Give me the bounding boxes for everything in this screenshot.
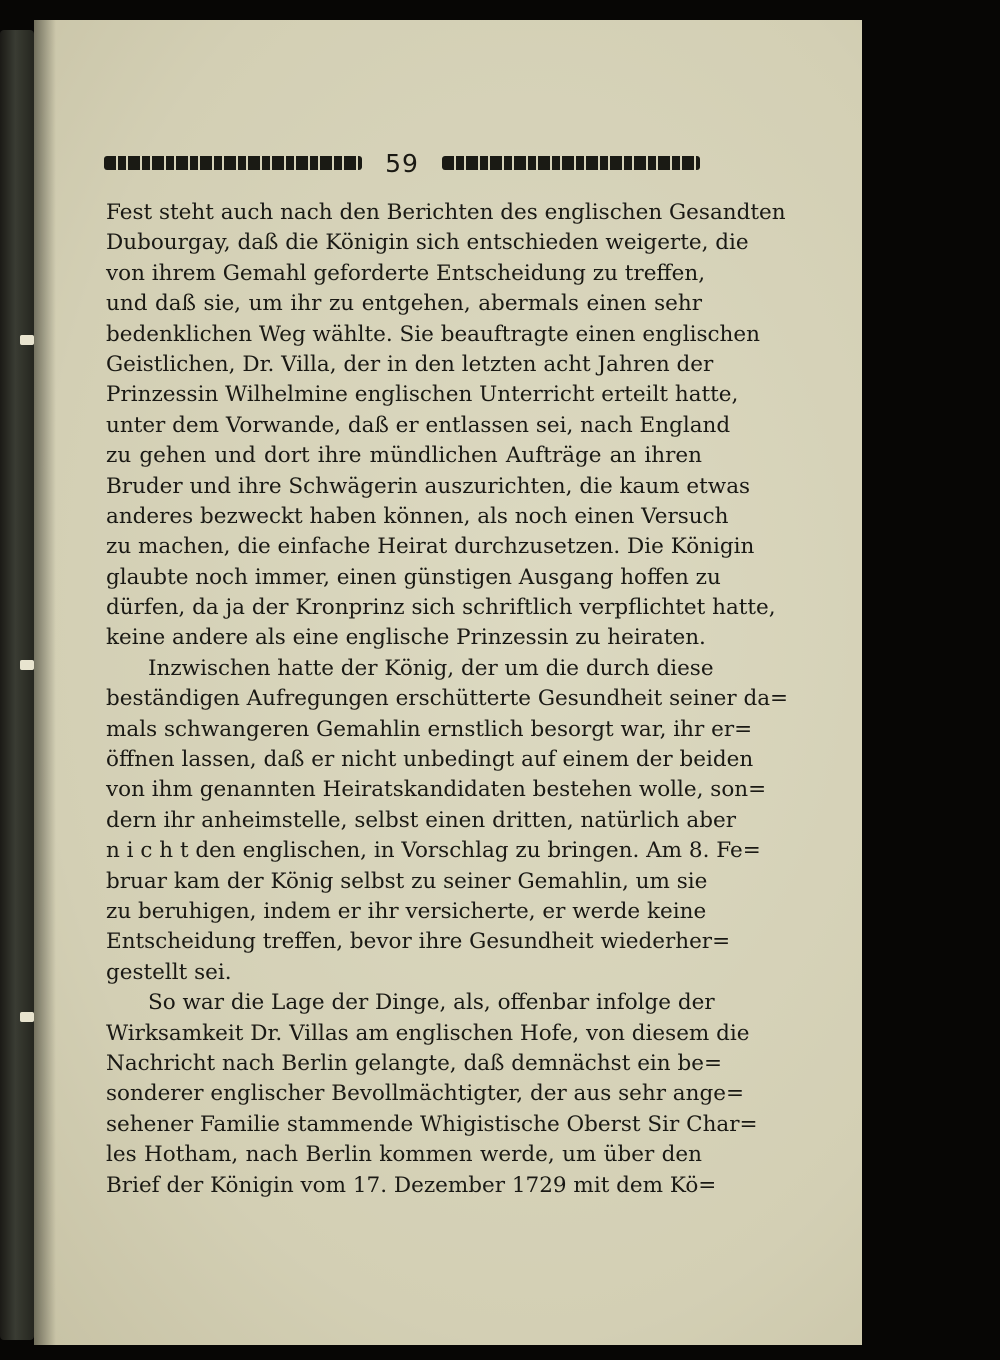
- text-line: zu gehen und dort ihre mündlichen Aufträge an ihren: [106, 443, 702, 469]
- text-line: Bruder und ihre Schwägerin auszurichten, die kaum etwas: [106, 473, 751, 499]
- text-line: Brief der Königin vom 17. Dezember 1729 mit dem Kö=: [106, 1172, 717, 1198]
- page-edge-mark: [20, 660, 34, 670]
- text-line: dürfen, da ja der Kronprinz sich schriftlich verpflichtet hatte,: [106, 595, 776, 621]
- book-spine: [0, 30, 34, 1340]
- text-line: Fest steht auch nach den Berichten des englischen Gesandten: [106, 200, 786, 225]
- text-line: keine andere als eine englische Prinzessin zu heiraten.: [106, 625, 706, 651]
- text-line: Wirksamkeit Dr. Villas am englischen Hofe, von diesem die: [106, 1020, 750, 1046]
- ornament-right-icon: [442, 156, 700, 170]
- text-line: dern ihr anheimstelle, selbst einen dritten, natürlich aber: [106, 807, 736, 833]
- text-line: bruar kam der König selbst zu seiner Gemahlin, um sie: [106, 868, 708, 894]
- text-line: Entscheidung treffen, bevor ihre Gesundheit wiederher=: [106, 929, 731, 955]
- text-line: von ihm genannten Heiratskandidaten bestehen wolle, son=: [106, 777, 767, 803]
- text-line: n i c h t den englischen, in Vorschlag zu bringen. Am 8. Fe=: [106, 838, 761, 864]
- text-line: les Hotham, nach Berlin kommen werde, um über den: [106, 1142, 702, 1168]
- text-line: gestellt sei.: [106, 959, 232, 985]
- text-line: zu beruhigen, indem er ihr versicherte, er werde keine: [106, 898, 707, 924]
- text-line: Dubourgay, daß die Königin sich entschieden weigerte, die: [106, 230, 749, 256]
- body-text: [106, 198, 789, 1201]
- text-line: unter dem Vorwande, daß er entlassen sei, nach England: [106, 412, 731, 438]
- text-line: sehener Familie stammende Whigistische Oberst Sir Char=: [106, 1111, 758, 1137]
- text-line: Prinzessin Wilhelmine englischen Unterricht erteilt hatte,: [106, 382, 739, 408]
- text-line: zu machen, die einfache Heirat durchzusetzen. Die Königin: [106, 534, 755, 560]
- text-line: So war die Lage der Dinge, als, offenbar infolge der: [148, 990, 715, 1016]
- text-line: anderes bezweckt haben können, als noch einen Versuch: [106, 503, 729, 529]
- text-line: Nachricht nach Berlin gelangte, daß demnächst ein be=: [106, 1050, 722, 1076]
- page-number: 59: [385, 148, 419, 178]
- text-line: beständigen Aufregungen erschütterte Gesundheit seiner da=: [106, 686, 789, 712]
- page-edge-mark: [20, 335, 34, 345]
- text-line: und daß sie, um ihr zu entgehen, abermals einen sehr: [106, 291, 702, 317]
- text-line: Inzwischen hatte der König, der um die durch diese: [148, 655, 714, 681]
- page-header: [104, 146, 700, 180]
- text-line: von ihrem Gemahl geforderte Entscheidung zu treffen,: [106, 260, 706, 286]
- gutter-shadow: [34, 20, 56, 1345]
- text-line: Geistlichen, Dr. Villa, der in den letzten acht Jahren der: [106, 351, 714, 377]
- ornament-left-icon: [104, 156, 362, 170]
- text-line: glaubte noch immer, einen günstigen Ausgang hoffen zu: [106, 564, 721, 590]
- text-line: bedenklichen Weg wählte. Sie beauftragte einen englischen: [106, 321, 760, 347]
- text-line: mals schwangeren Gemahlin ernstlich besorgt war, ihr er=: [106, 716, 753, 742]
- text-line: öffnen lassen, daß er nicht unbedingt auf einem der beiden: [106, 747, 754, 773]
- page-edge-mark: [20, 1012, 34, 1022]
- text-line: sonderer englischer Bevollmächtigter, der aus sehr ange=: [106, 1081, 744, 1107]
